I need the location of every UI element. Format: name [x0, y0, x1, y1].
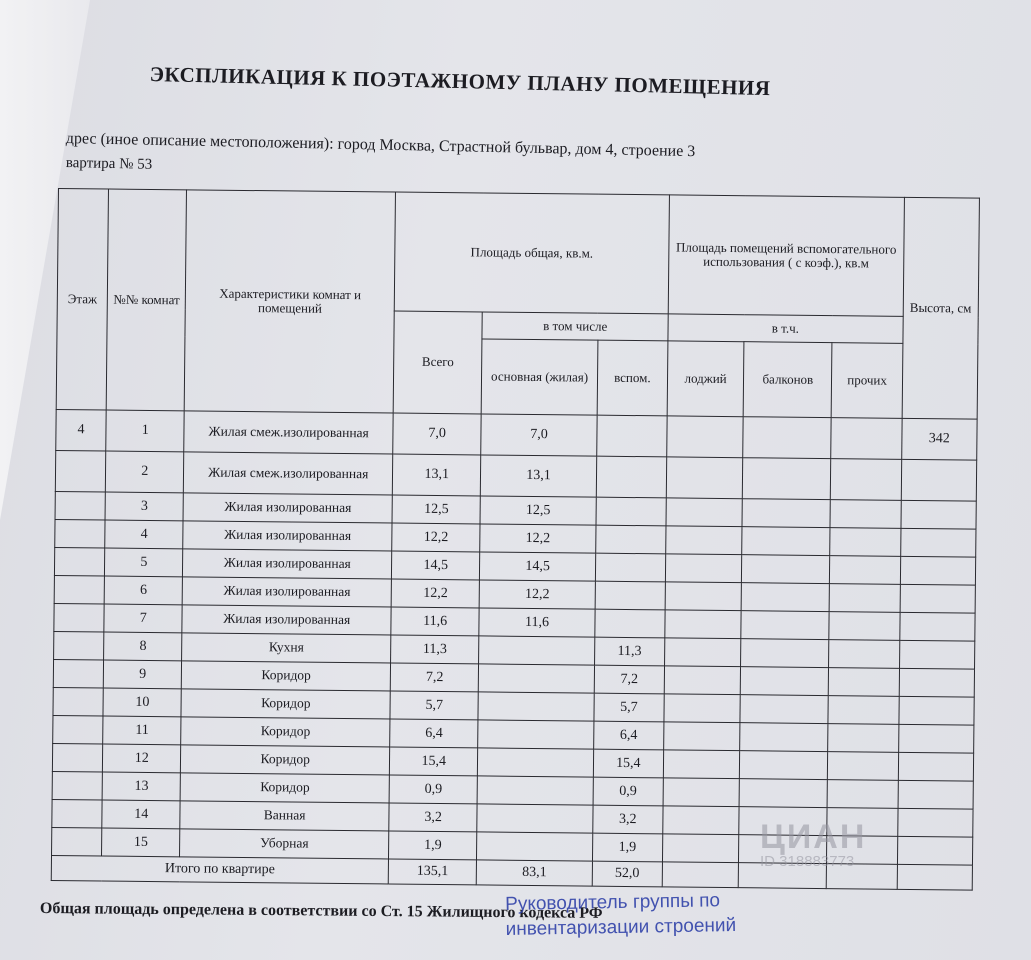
- cell-loggias: [664, 722, 741, 751]
- cell-aux: 0,9: [593, 777, 664, 806]
- cell-other: [829, 640, 900, 669]
- cell-main: [478, 720, 594, 749]
- cell-loggias: [665, 554, 742, 583]
- cell-loggias: [666, 498, 743, 527]
- cell-balconies: [741, 611, 830, 640]
- cell-height: [900, 556, 976, 585]
- cell-main: 12,2: [480, 524, 596, 553]
- cell-floor: [52, 799, 102, 828]
- cell-room-no: 5: [105, 548, 184, 577]
- cell-balconies: [742, 458, 831, 500]
- cell-other: [831, 459, 902, 501]
- cell-characteristics: Жилая изолированная: [182, 605, 391, 635]
- cell-other: [828, 724, 899, 753]
- cell-aux: 15,4: [593, 749, 664, 778]
- cell-room-no: 2: [105, 451, 184, 493]
- cell-other: [828, 696, 899, 725]
- cell-loggias: [664, 694, 741, 723]
- explication-table: [51, 188, 980, 891]
- cell-characteristics: Жилая смеж.изолированная: [184, 452, 393, 495]
- cell-total: 3,2: [389, 803, 478, 832]
- cell-other: [830, 528, 901, 557]
- cell-total: 12,2: [392, 523, 481, 552]
- cell-main: 14,5: [480, 552, 596, 581]
- cell-height: [898, 724, 974, 753]
- cell-main: [478, 692, 594, 721]
- cell-floor: [54, 631, 104, 660]
- cell-floor: [53, 715, 103, 744]
- cell-floor: [55, 519, 105, 548]
- cell-other: [828, 780, 899, 809]
- cell-total: 13,1: [392, 454, 481, 496]
- cell-balconies: [740, 723, 829, 752]
- cell-main: 11,6: [479, 608, 595, 637]
- cell-total: 7,2: [390, 663, 479, 692]
- cell-balconies: [741, 639, 830, 668]
- cell-main: [479, 664, 595, 693]
- cell-room-no: 15: [102, 828, 181, 857]
- totals-total: 135,1: [388, 859, 477, 885]
- cell-room-no: 4: [105, 520, 184, 549]
- cell-loggias: [666, 457, 743, 499]
- cell-aux: [596, 497, 667, 526]
- cell-total: 12,5: [392, 495, 481, 524]
- cell-total: 6,4: [390, 719, 479, 748]
- cell-height: [899, 668, 975, 697]
- cell-floor: [52, 771, 102, 800]
- cell-balconies: [742, 527, 831, 556]
- watermark-brand: ЦИАН: [760, 818, 867, 856]
- cell-aux: 5,7: [594, 693, 665, 722]
- cell-loggias: [663, 750, 740, 779]
- header-aux-area: Площадь помещений вспомогательного использования ( с коэф.), кв.м: [668, 195, 904, 316]
- cell-balconies: [739, 779, 828, 808]
- cell-total: 15,4: [389, 747, 478, 776]
- cell-aux: 11,3: [594, 637, 665, 666]
- cell-room-no: 13: [102, 772, 181, 801]
- cell-main: [477, 804, 593, 833]
- cell-aux: [595, 609, 666, 638]
- cell-loggias: [666, 526, 743, 555]
- header-loggias: лоджий: [667, 341, 744, 417]
- cell-characteristics: Жилая смеж.изолированная: [184, 411, 393, 454]
- blue-stamp: [505, 887, 826, 942]
- cell-loggias: [664, 666, 741, 695]
- cell-characteristics: Жилая изолированная: [183, 521, 392, 551]
- header-total-area: Площадь общая, кв.м.: [394, 192, 669, 314]
- cell-balconies: [742, 499, 831, 528]
- header-other: прочих: [832, 343, 903, 419]
- cell-loggias: [664, 638, 741, 667]
- cell-characteristics: Коридор: [181, 689, 390, 719]
- cell-main: [477, 832, 593, 861]
- header-incl-short: в т.ч.: [668, 314, 903, 343]
- cell-other: [828, 752, 899, 781]
- cell-total: 7,0: [393, 413, 482, 455]
- cell-other: [830, 584, 901, 613]
- watermark: [760, 818, 960, 870]
- stamp-line-1: Руководитель группы по: [505, 890, 721, 915]
- cell-characteristics: Коридор: [182, 661, 391, 691]
- cell-room-no: 11: [103, 716, 182, 745]
- cell-balconies: [740, 751, 829, 780]
- cell-main: [479, 636, 595, 665]
- cell-main: 13,1: [481, 455, 597, 497]
- cell-characteristics: Коридор: [180, 773, 389, 803]
- header-including: в том числе: [482, 312, 668, 341]
- cell-characteristics: Кухня: [182, 633, 391, 663]
- cell-aux: [595, 581, 666, 610]
- cell-loggias: [663, 806, 740, 835]
- cell-floor: [52, 743, 102, 772]
- cell-aux: [596, 415, 667, 457]
- cell-characteristics: Жилая изолированная: [183, 549, 392, 579]
- cell-loggias: [663, 778, 740, 807]
- cell-other: [829, 612, 900, 641]
- cell-other: [830, 500, 901, 529]
- cell-main: 7,0: [481, 414, 597, 456]
- cell-height: [901, 500, 977, 529]
- header-characteristics: Характеристики комнат и помещений: [185, 190, 396, 413]
- cell-aux: 3,2: [593, 805, 664, 834]
- cell-loggias: [665, 582, 742, 611]
- cell-characteristics: Коридор: [181, 745, 390, 775]
- cell-room-no: 10: [103, 688, 182, 717]
- cell-main: [478, 748, 594, 777]
- cell-balconies: [741, 583, 830, 612]
- cell-floor: [54, 603, 104, 632]
- cell-aux: 7,2: [594, 665, 665, 694]
- cell-aux: [596, 456, 667, 498]
- cell-balconies: [742, 555, 831, 584]
- cell-total: 1,9: [389, 831, 478, 860]
- cell-height: [898, 752, 974, 781]
- cell-total: 11,6: [391, 607, 480, 636]
- cell-characteristics: Уборная: [180, 829, 389, 859]
- cell-other: [831, 418, 902, 460]
- empty-cell: [662, 862, 738, 888]
- cell-height: [900, 584, 976, 613]
- cell-loggias: [667, 416, 744, 458]
- cell-characteristics: Жилая изолированная: [183, 493, 392, 523]
- cell-room-no: 6: [104, 576, 183, 605]
- cell-room-no: 14: [102, 800, 181, 829]
- header-balconies: балконов: [743, 342, 832, 418]
- cell-aux: [595, 525, 666, 554]
- document-title: ЭКСПЛИКАЦИЯ К ПОЭТАЖНОМУ ПЛАНУ ПОМЕЩЕНИЯ: [149, 62, 771, 101]
- cell-characteristics: Жилая изолированная: [183, 577, 392, 607]
- cell-aux: 1,9: [592, 833, 663, 862]
- cell-floor: [52, 827, 102, 856]
- cell-characteristics: Ванная: [180, 801, 389, 831]
- cell-total: 14,5: [392, 551, 481, 580]
- cell-main: [477, 776, 593, 805]
- cell-balconies: [743, 417, 832, 459]
- footnote: Общая площадь определена в соответствии со Ст. 15 Жилищного кодекса РФ: [39, 900, 603, 922]
- cell-room-no: 7: [104, 604, 183, 633]
- stamp-line-2: инвентаризации строений: [505, 914, 737, 940]
- cell-floor: [53, 659, 103, 688]
- cell-floor: [55, 491, 105, 520]
- cell-balconies: [740, 695, 829, 724]
- cell-height: [901, 459, 977, 501]
- cell-floor: [54, 547, 104, 576]
- cell-characteristics: Коридор: [181, 717, 390, 747]
- cell-total: 11,3: [391, 635, 480, 664]
- cell-room-no: 1: [106, 410, 185, 452]
- cell-loggias: [662, 834, 739, 863]
- cell-room-no: 12: [103, 744, 182, 773]
- totals-label: Итого по квартире: [51, 855, 388, 884]
- cell-height: [898, 780, 974, 809]
- watermark-id: ID 318883773: [760, 853, 855, 870]
- cell-room-no: 3: [105, 492, 184, 521]
- cell-other: [830, 556, 901, 585]
- cell-loggias: [665, 610, 742, 639]
- totals-main: 83,1: [477, 860, 593, 886]
- header-main-living: основная (жилая): [482, 339, 598, 415]
- cell-floor: 4: [56, 409, 107, 451]
- header-all: Всего: [393, 311, 482, 414]
- cell-aux: 6,4: [593, 721, 664, 750]
- totals-aux: 52,0: [592, 861, 662, 887]
- cell-total: 0,9: [389, 775, 478, 804]
- header-room-no: №№ комнат: [106, 189, 187, 411]
- cell-room-no: 8: [104, 632, 183, 661]
- cell-total: 5,7: [390, 691, 479, 720]
- cell-height: [899, 696, 975, 725]
- cell-balconies: [740, 667, 829, 696]
- apartment-number: вартира № 53: [65, 155, 153, 173]
- cell-floor: [55, 450, 106, 492]
- cell-room-no: 9: [103, 660, 182, 689]
- cell-aux: [595, 553, 666, 582]
- cell-height: [899, 640, 975, 669]
- address-line: дрес (иное описание местоположения): город Москва, Страстной бульвар, дом 4, строение 3: [65, 130, 696, 161]
- header-floor: Этаж: [56, 189, 108, 411]
- cell-floor: [53, 687, 103, 716]
- cell-height: [899, 612, 975, 641]
- cell-main: 12,5: [480, 496, 596, 525]
- cell-height: [900, 528, 976, 557]
- header-height: Высота, см: [902, 197, 980, 419]
- cell-floor: [54, 575, 104, 604]
- cell-other: [829, 668, 900, 697]
- cell-total: 12,2: [391, 579, 480, 608]
- header-aux: вспом.: [597, 340, 668, 416]
- cell-main: 12,2: [479, 580, 595, 609]
- cell-height: 342: [901, 418, 977, 460]
